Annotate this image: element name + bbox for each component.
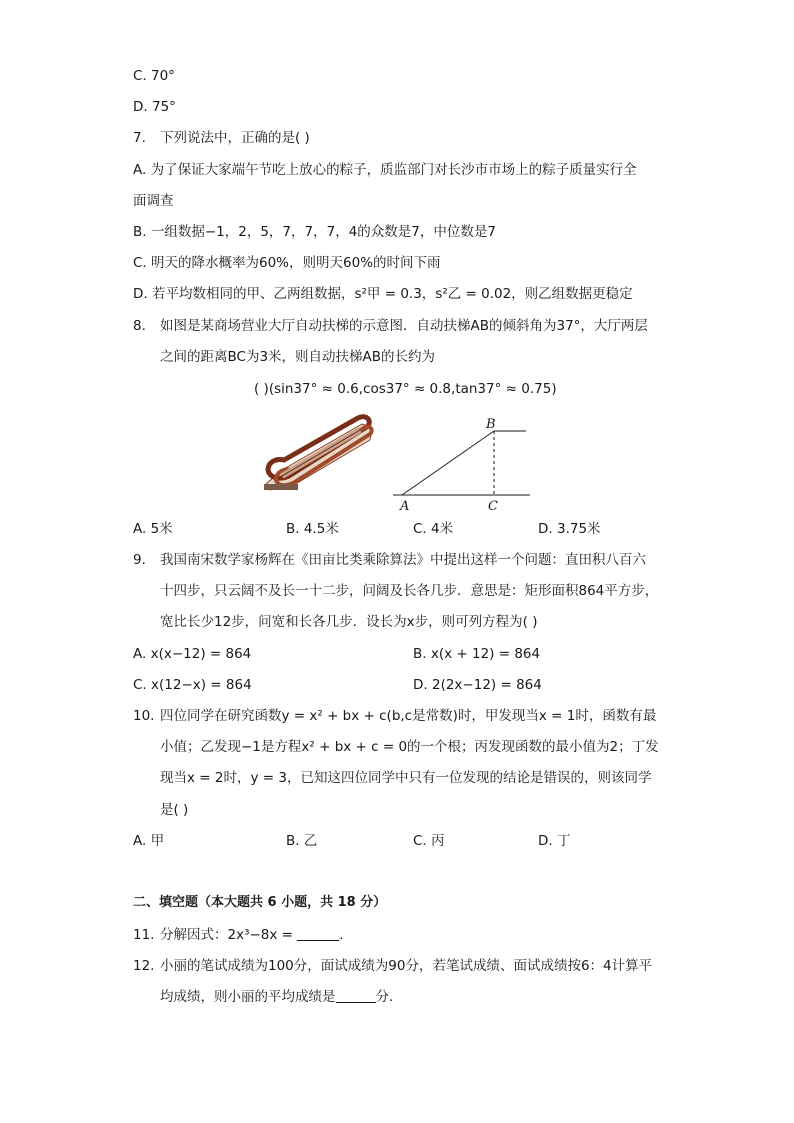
q9-option-a: A. x(x−12) = 864 xyxy=(133,646,252,662)
q9-option-c: C. x(12−x) = 864 xyxy=(133,677,252,693)
q12-stem-line2 xyxy=(160,988,403,1006)
q10-option-a: A. 甲 xyxy=(133,833,165,849)
geometry-diagram xyxy=(390,412,540,516)
q8-number: 8. xyxy=(133,318,146,334)
q10-number: 10. xyxy=(133,708,155,724)
q8-stem-line3: ( )(sin37° ≈ 0.6,cos37° ≈ 0.8,tan37° ≈ 0.75) xyxy=(254,381,557,397)
q11-tail: . xyxy=(339,927,344,943)
q10-option-b: B. 乙 xyxy=(286,833,318,849)
q8-stem-line2: 之间的距离BC为3米，则自动扶梯AB的长约为 xyxy=(160,349,436,365)
q7-option-b: B. 一组数据−1，2，5，7，7，7，4的众数是7，中位数是7 xyxy=(133,224,496,240)
q7-option-a-line1: A. 为了保证大家端午节吃上放心的粽子，质监部门对长沙市市场上的粽子质量实行全 xyxy=(133,162,637,178)
q10-stem-line4: 是( ) xyxy=(160,802,189,818)
q9-stem-line2: 十四步，只云阔不及长一十二步，问阔及长各几步．意思是：矩形面积864平方步， xyxy=(160,583,659,599)
label-a: A xyxy=(400,499,410,514)
q9-stem-line3: 宽比长少12步，问宽和长各几步．设长为x步，则可列方程为( ) xyxy=(160,614,538,630)
q8-option-b: B. 4.5米 xyxy=(286,521,339,537)
q8-option-a: A. 5米 xyxy=(133,521,173,537)
q12-stem-text: 均成绩，则小丽的平均成绩是 xyxy=(160,989,336,1005)
label-b: B xyxy=(486,417,496,432)
q10-stem-line3: 现当x = 2时，y = 3，已知这四位同学中只有一位发现的结论是错误的，则该同学 xyxy=(160,770,652,786)
q12-tail: 分． xyxy=(375,989,403,1005)
q7-option-a-line2: 面调查 xyxy=(133,193,174,209)
escalator-image xyxy=(262,410,374,492)
q11-stem xyxy=(160,926,344,944)
q7-option-d: D. 若平均数相同的甲、乙两组数据，s²甲 = 0.3，s²乙 = 0.02，则乙组数据更稳定 xyxy=(133,286,633,302)
q11-stem-text: 分解因式：2x³−8x = xyxy=(160,927,298,943)
q8-option-c: C. 4米 xyxy=(413,521,454,537)
q10-option-d: D. 丁 xyxy=(538,833,571,849)
q7-number: 7. xyxy=(133,130,146,146)
q12-number: 12. xyxy=(133,958,155,974)
q8-stem-line1: 如图是某商场营业大厅自动扶梯的示意图．自动扶梯AB的倾斜角为37°，大厅两层 xyxy=(160,318,648,334)
q12-answer-blank[interactable] xyxy=(336,988,376,1003)
q8-option-d: D. 3.75米 xyxy=(538,521,601,537)
q9-option-b: B. x(x + 12) = 864 xyxy=(413,646,541,662)
section-2-title: 二、填空题（本大题共 6 小题，共 18 分） xyxy=(133,895,387,910)
q12-stem-line1: 小丽的笔试成绩为100分，面试成绩为90分，若笔试成绩、面试成绩按6：4计算平 xyxy=(160,958,653,974)
q9-stem-line1: 我国南宋数学家杨辉在《田亩比类乘除算法》中提出这样一个问题：直田积八百六 xyxy=(160,552,646,568)
label-c: C xyxy=(488,499,498,514)
q7-stem: 下列说法中，正确的是( ) xyxy=(160,130,310,146)
q10-option-c: C. 丙 xyxy=(413,833,445,849)
q6-option-c: C. 70° xyxy=(133,68,175,84)
q6-option-d: D. 75° xyxy=(133,99,176,115)
q10-stem-line1: 四位同学在研究函数y = x² + bx + c(b,c是常数)时，甲发现当x = 1时，函数有最 xyxy=(160,708,657,724)
q9-option-d: D. 2(2x−12) = 864 xyxy=(413,677,542,693)
q10-stem-line2: 小值；乙发现−1是方程x² + bx + c = 0的一个根；丙发现函数的最小值为2；丁发 xyxy=(160,739,659,755)
q11-number: 11. xyxy=(133,927,155,943)
q11-answer-blank[interactable] xyxy=(297,926,339,941)
q7-option-c: C. 明天的降水概率为60%，则明天60%的时间下雨 xyxy=(133,255,441,271)
q9-number: 9. xyxy=(133,552,146,568)
